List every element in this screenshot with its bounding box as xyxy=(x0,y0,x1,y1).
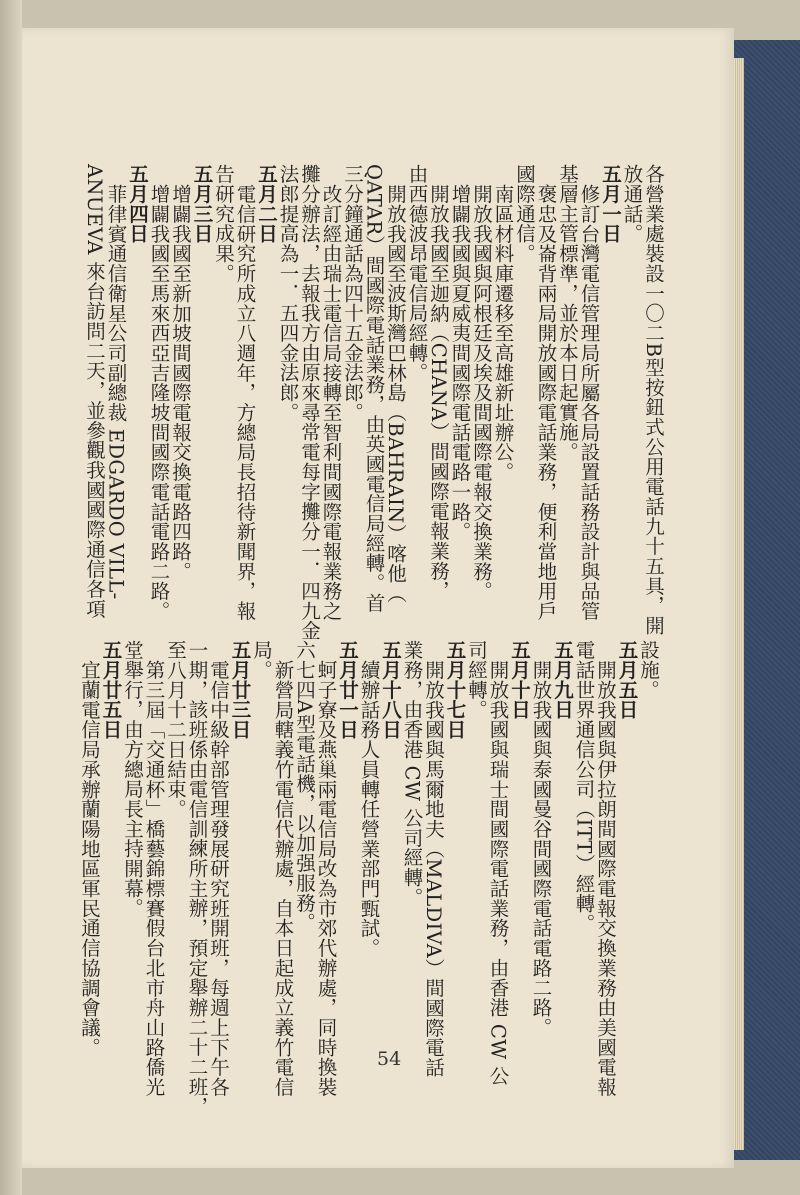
text-column: 新營局轄義竹電信代辦處，自本日起成立義竹電信 xyxy=(271,659,295,1097)
date-heading: 五月一日 xyxy=(599,164,622,244)
top-text-block xyxy=(83,164,665,641)
text-column: 司經轉。 xyxy=(465,640,488,720)
text-column: 局。 xyxy=(250,640,273,680)
text-column: 至八月十二日結束。 xyxy=(164,640,187,819)
date-heading: 五月廿三日 xyxy=(228,640,252,740)
date-heading: 五月二日 xyxy=(255,164,278,244)
text-column: 國際通信。 xyxy=(513,164,536,264)
text-column: 增闢我國與夏威夷間國際電話電路一路。 xyxy=(448,183,472,541)
date-heading: 五月九日 xyxy=(551,640,574,720)
page-number: 54 xyxy=(377,1048,402,1070)
date-heading: 五月五日 xyxy=(615,640,639,720)
text-column: 南區材料庫遷移至高雄新址辦公。 xyxy=(491,183,515,482)
text-column: 續辦話務人員轉任營業部門甄試。 xyxy=(357,659,381,958)
text-column: 電信研究所成立八週年，方總局長招待新聞界，報 xyxy=(233,183,257,621)
text-column: 增闢我國至新加坡間國際電報交換電路四路。 xyxy=(169,183,192,581)
text-column: 告研究成果。 xyxy=(212,164,235,284)
text-column: 設施。 xyxy=(637,640,660,700)
text-column: 宜蘭電信局承辦蘭陽地區軍民通信協調會議。 xyxy=(78,659,101,1057)
text-column: 開放我國至波斯灣巴林島（BAHRAIN）喀他（ xyxy=(384,183,407,603)
text-column: QATAR）間國際電話業務，由英國電信局經轉。首 xyxy=(362,164,386,613)
text-column: 業務，由香港 CW 公司經轉。 xyxy=(400,640,424,908)
text-column: 修訂台灣電信管理局所屬各局設置話務設計與品管 xyxy=(577,183,601,621)
text-column: 菲律賓通信衛星公司副總裁 EDGARDO VILL- xyxy=(104,183,128,600)
text-column: 開放我國至迦納（CHANA）間國際電報業務， xyxy=(427,183,450,600)
text-column: 褒忠及崙背兩局開放國際電話業務，便利當地用戶 xyxy=(534,183,558,621)
text-column: 開放我國與伊拉朗間國際電報交換業務由美國電報 xyxy=(594,659,617,1097)
text-column: 開放我國與阿根廷及埃及間國際電報交換業務。 xyxy=(470,183,493,601)
text-column: 攤分辦法，去報我方由原來尋常電每字攤分一．四九金 xyxy=(298,164,321,641)
text-column: 堂舉行，由方總局長主持開幕。 xyxy=(121,640,144,918)
date-heading: 五月四日 xyxy=(126,164,149,244)
date-heading: 五月三日 xyxy=(190,164,214,244)
date-heading: 五月廿五日 xyxy=(99,640,123,740)
document-page xyxy=(22,28,734,1168)
adjacent-page-edge xyxy=(0,0,22,1195)
text-column: 由西德波昂電信局經轉。 xyxy=(405,164,429,383)
text-column: 一期，該班係由電信訓練所主辦，預定舉辦二十二班， xyxy=(185,640,209,1117)
text-column: ANUEVA 來台訪問二天，並參觀我國國際通信各項 xyxy=(83,164,106,619)
text-column: 基層主管標準，並於本日起實施。 xyxy=(556,164,579,462)
text-column: 開放我國與泰國曼谷間國際電話電路二路。 xyxy=(529,659,553,1037)
text-column: 改訂經由瑞士電信局接轉至智利間國際電報業務之 xyxy=(319,183,343,621)
text-column: 蚵子寮及燕巢兩電信局改為市郊代辦處，同時換裝 xyxy=(314,659,338,1097)
text-column: 三分鐘通話為四十五金法郎。 xyxy=(341,164,364,423)
date-heading: 五月十七日 xyxy=(443,640,467,740)
text-column: 第三屆「交通杯」橋藝錦標賽假台北市舟山路僑光 xyxy=(142,659,166,1097)
date-heading: 五月十日 xyxy=(508,640,531,720)
text-column: 放通話。 xyxy=(620,164,644,244)
text-column: 電信中級幹部管理發展研究班開班，每週上下午各 xyxy=(207,659,230,1097)
text-column: 電話世界通信公司（ITT）經轉。 xyxy=(572,640,596,934)
date-heading: 五月十八日 xyxy=(379,640,402,740)
text-column: 各營業處裝設一〇二B型按鈕式公用電話九十五具，開 xyxy=(642,164,665,636)
text-column: 開放我國與瑞士間國際電話業務，由香港 CW 公 xyxy=(486,659,510,1086)
text-column: 法郎提高為一．五四金法郎。 xyxy=(276,164,300,423)
text-column: 開放我國與馬爾地夫（MALDIVA）間國際電話 xyxy=(422,659,445,1077)
date-heading: 五月廿一日 xyxy=(336,640,359,740)
text-column: 增闢我國至馬來西亞吉隆坡間國際電話電路二路。 xyxy=(147,183,171,621)
text-column: 六七四A型電話機，以加强服務。 xyxy=(293,640,316,933)
